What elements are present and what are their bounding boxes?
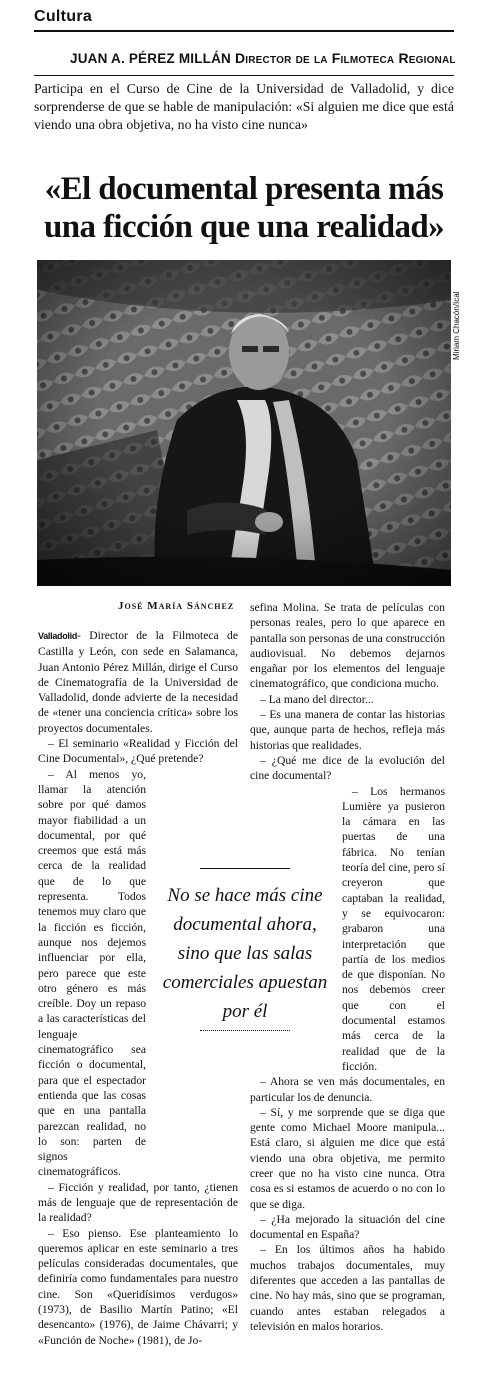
- answer-2: – Eso pienso. Ese planteamiento lo queremos aplicar en este seminario a tres películas consideradas documentales, que definiría como fundamentales para nuestro cine. Son «Queridísimos verdugos» (1973), de Basilio Martín Patino; «El desencanto» (1976), de Jaime Chávarri; y «Función de Noche» (1981), de Jo-: [38, 1226, 238, 1347]
- interviewee-name: JUAN A. PÉREZ MILLÁN: [70, 51, 232, 66]
- lead-paragraph: [38, 628, 238, 736]
- interviewee-role: Director de la Filmoteca Regional: [234, 50, 456, 66]
- article-author: José María Sánchez: [118, 600, 235, 612]
- top-rule: [34, 30, 454, 32]
- byline: [70, 50, 456, 66]
- headline: «El documental presenta más una ficción que una realidad»: [43, 171, 445, 245]
- intro-paragraph: Participa en el Curso de Cine de la Universidad de Valladolid, y dice sorprenderse de que se hable de manipulación: «Si alguien me dice que está viendo una obra objetiva, no ha visto cine nunca»: [34, 81, 454, 132]
- section-label: Cultura: [34, 8, 93, 25]
- question-1: – El seminario «Realidad y Ficción del Cine Documental», ¿Qué pretende?: [38, 737, 238, 766]
- col2-paragraph-1: sefina Molina. Se trata de películas con personas reales, pero lo que aparece en pantalla son personas de una construcción audiovisual. No debemos dejarnos engañar por los elementos del lenguaje cinematográfico, que condiciona mucho.: [250, 601, 445, 691]
- question-5: – Ahora se ven más documentales, en particular los de denuncia.: [250, 1075, 445, 1104]
- pull-quote-bottom-rule: [200, 1030, 290, 1031]
- question-4: – ¿Qué me dice de la evolución del cine documental?: [250, 753, 445, 783]
- dateline-city: Valladolid: [38, 631, 78, 641]
- photo-credit: Miriam Chacón/Ical: [452, 291, 461, 360]
- answer-6: – En los últimos años ha habido muchos trabajos documentales, muy diferentes que acceden a las pantallas de cine. No hay más, sino que se programan, cuando antes estaban relegados a televisión en malos horarios.: [250, 1243, 445, 1333]
- question-3: – La mano del director...: [260, 692, 374, 706]
- answer-3: – Es una manera de contar las historias que, aunque parta de hechos, refleja más historias que realidades.: [250, 708, 445, 752]
- answer-4: – Los hermanos Lumière ya pusieron la cámara en las puertas de una fábrica. No tenían teoría del cine, pero sí creyeron que captaban la realidad, y se equivocaron: grabaron una interpretación que partía de los medios de que disponían. No nos debemos creer que con el documental estamos más cerca de la realidad que de la ficción.: [342, 784, 445, 1073]
- question-6: – ¿Ha mejorado la situación del cine documental en España?: [250, 1212, 445, 1242]
- answer-1: – Al menos yo, llamar la atención sobre por qué damos mayor fiabilidad a un documental, por qué creemos que está más cerca de la realidad que de lo que representa. Todos tenemos muy claro que la ficción es ficción, aunque nos dejemos influenciar por ella, pero parece que este otro género es más creíble. Doy un repaso a las características del lenguaje cinematográfico sea ficción o documental, para que el espectador entienda que las cosas que en una pantalla parezcan realidad, no lo son: parten de signos cinematográficos.: [38, 767, 146, 1179]
- answer-5: – Sí, y me sorprende que se diga que gente como Michael Moore manipula... Está claro, si alguien me dice que está viendo una obra objetiva, me permito creer que no ha visto cine nunca. Otra cosa es si estamos de acuerdo o no con lo que se diga.: [250, 1105, 445, 1211]
- portrait-photo: [37, 260, 451, 586]
- portrait-illustration: [37, 260, 451, 586]
- question-2: – Ficción y realidad, por tanto, ¿tienen más de lenguaje que de representación de la realidad?: [38, 1180, 238, 1225]
- byline-rule: [34, 75, 454, 76]
- lead-text: - Director de la Filmoteca de Castilla y León, con sede en Salamanca, Juan Antonio Pérez Millán, dirige el Curso de Cinematografía de la Universidad de Valladolid, donde advierte de la necesidad de «tener una conciencia crítica» sobre los proyectos documentales.: [38, 629, 238, 735]
- pull-quote: No se hace más cine documental ahora, sino que las salas comerciales apuestan por él: [160, 875, 330, 1032]
- pull-quote-top-rule: [200, 868, 290, 869]
